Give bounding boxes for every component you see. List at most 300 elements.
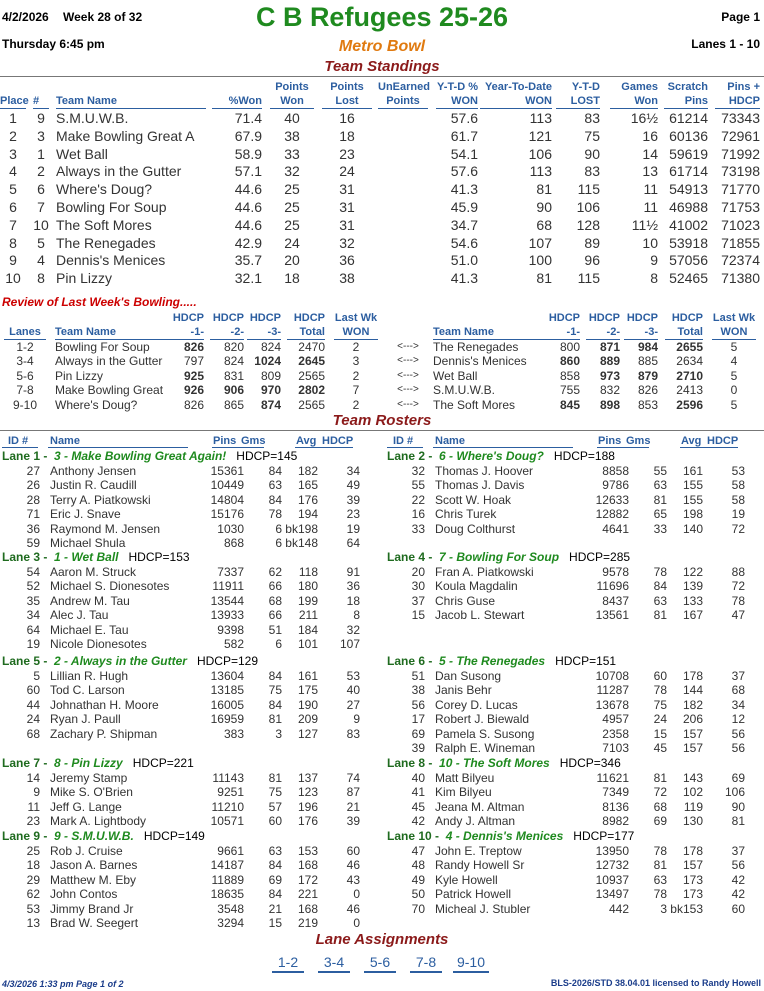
roster-cell: 15 xyxy=(268,916,282,930)
header-underline xyxy=(212,447,264,448)
roster-cell: 4957 xyxy=(602,712,629,727)
review-cell: 1024 xyxy=(254,354,281,369)
standings-cell: 24 xyxy=(339,163,355,180)
roster-cell: 19 xyxy=(731,507,745,522)
roster-cell: 107 xyxy=(339,637,360,651)
roster-cell: 49 xyxy=(411,872,425,887)
roster-cell: 13 xyxy=(26,916,40,930)
roster-cell: 42 xyxy=(411,814,425,829)
review-cell: 2655 xyxy=(676,340,703,354)
lane-assignment-link[interactable]: 9-10 xyxy=(453,953,489,973)
standings-cell: 6 xyxy=(37,181,45,198)
team-handicap: HDCP=188 xyxy=(553,449,615,463)
roster-cell: 71 xyxy=(26,507,40,522)
review-cell: 926 xyxy=(183,383,204,398)
review-cell: 871 xyxy=(599,340,620,354)
roster-cell: Thomas J. Davis xyxy=(435,478,525,493)
roster-cell: 13604 xyxy=(210,669,244,683)
roster-cell: 25 xyxy=(26,844,40,858)
roster-cell: 37 xyxy=(731,669,745,683)
roster-cell: Chris Turek xyxy=(435,507,497,522)
roster-cell: Mike S. O'Brien xyxy=(50,785,133,800)
roster-cell: 20 xyxy=(411,565,425,579)
standings-cell: 45.9 xyxy=(450,199,478,215)
roster-cell: 15 xyxy=(411,608,425,623)
lane-assignment-link[interactable]: 7-8 xyxy=(410,953,442,973)
roster-cell: 32 xyxy=(411,464,425,478)
team-label: 4 - Dennis's Menices xyxy=(445,829,564,843)
standings-cell: 4 xyxy=(9,163,17,180)
versus-arrow: <---> xyxy=(397,355,419,367)
review-header-10: HDCP -3- xyxy=(624,311,658,340)
review-cell: 5 xyxy=(730,397,738,412)
standings-cell: 61714 xyxy=(669,163,708,180)
roster-cell: 34 xyxy=(26,608,40,623)
roster-cell: 161 xyxy=(682,464,703,478)
license-line: BLS-2026/STD 38.04.01 licensed to Randy Howell xyxy=(550,978,761,988)
roster-cell: 12882 xyxy=(595,507,629,522)
roster-cell: 88 xyxy=(731,565,745,579)
standings-cell: 32.1 xyxy=(234,270,262,287)
roster-cell: 9786 xyxy=(602,478,629,493)
roster-cell: Chris Guse xyxy=(435,593,496,608)
roster-cell: 84 xyxy=(268,887,282,902)
roster-cell: 60 xyxy=(653,669,667,683)
review-cell: 853 xyxy=(637,397,658,412)
standings-cell: 14 xyxy=(642,145,658,162)
roster-cell: Koula Magdalin xyxy=(435,579,518,594)
roster-cell: Doug Colthurst xyxy=(435,521,516,536)
roster-cell: 35 xyxy=(26,593,40,608)
lane-assignment-link[interactable]: 3-4 xyxy=(318,953,350,973)
standings-cell: 61214 xyxy=(669,110,708,126)
roster-cell: Jacob L. Stewart xyxy=(435,608,525,623)
roster-cell: 42 xyxy=(731,887,745,902)
header-underline xyxy=(433,447,573,448)
lane-assignment-link[interactable]: 1-2 xyxy=(272,953,304,973)
standings-cell: 41.3 xyxy=(450,181,478,198)
roster-cell: 91 xyxy=(346,565,360,579)
standings-cell: 71855 xyxy=(721,234,760,251)
roster-cell: 119 xyxy=(683,799,703,814)
roster-cell: 8982 xyxy=(602,814,629,829)
standings-cell: 11 xyxy=(643,199,658,215)
roster-cell: 14804 xyxy=(210,492,244,507)
lane-header xyxy=(2,449,297,463)
roster-cell: 55 xyxy=(653,464,667,478)
standings-cell: S.M.U.W.B. xyxy=(56,110,129,126)
review-cell: S.M.U.W.B. xyxy=(433,383,496,398)
standings-cell: 10 xyxy=(5,270,21,287)
roster-cell: bk153 xyxy=(670,901,703,916)
divider xyxy=(0,76,764,77)
standings-cell: 18 xyxy=(339,127,355,144)
standings-cell: 57.6 xyxy=(450,110,478,126)
roster-cell: 81 xyxy=(653,492,667,507)
review-cell: 809 xyxy=(260,368,281,383)
roster-cell: 69 xyxy=(411,726,425,741)
roster-cell: 84 xyxy=(653,579,667,594)
team-handicap: HDCP=221 xyxy=(132,756,194,770)
standings-cell: 46988 xyxy=(669,199,708,215)
roster-cell: 2358 xyxy=(602,726,629,741)
roster-cell: 81 xyxy=(268,712,282,727)
roster-cell: 0 xyxy=(353,887,360,902)
roster-cell: 133 xyxy=(682,593,703,608)
roster-cell: 87 xyxy=(346,785,360,800)
roster-cell: Matt Bilyeu xyxy=(435,771,495,785)
roster-cell: 178 xyxy=(682,844,703,858)
roster-cell: 51 xyxy=(268,622,282,637)
standings-cell: Dennis's Menices xyxy=(56,252,166,269)
review-cell: 889 xyxy=(599,354,620,369)
roster-cell: 106 xyxy=(724,785,745,800)
roster-cell: 75 xyxy=(268,785,282,800)
roster-cell: 173 xyxy=(682,872,703,887)
roster-header-3: Gms xyxy=(241,435,266,447)
roster-cell: 60 xyxy=(346,844,360,858)
standings-cell: 25 xyxy=(284,199,300,215)
roster-cell: 66 xyxy=(268,579,282,594)
roster-cell: Michael S. Dionesotes xyxy=(50,579,170,594)
roster-cell: 58 xyxy=(731,478,745,493)
roster-cell: 10937 xyxy=(595,872,629,887)
roster-cell: bk148 xyxy=(285,536,318,550)
standings-cell: 106 xyxy=(528,145,552,162)
roster-cell: 11 xyxy=(27,799,40,814)
roster-cell: 11911 xyxy=(212,579,244,594)
roster-cell: 178 xyxy=(682,669,703,683)
roster-cell: 11696 xyxy=(596,579,629,594)
review-cell: The Renegades xyxy=(433,340,519,354)
standings-cell: 57.6 xyxy=(450,163,478,180)
lane-header xyxy=(2,550,190,564)
standings-header-4: Points Won xyxy=(270,80,314,109)
roster-cell: 32 xyxy=(346,622,360,637)
roster-cell: Andrew M. Tau xyxy=(50,593,130,608)
roster-cell: Jeana M. Altman xyxy=(435,799,525,814)
lane-label: Lane 10 - xyxy=(387,829,440,843)
roster-cell: 42 xyxy=(731,872,745,887)
versus-arrow: <---> xyxy=(397,398,419,410)
review-cell: 0 xyxy=(730,383,738,398)
review-cell: Where's Doug? xyxy=(55,397,138,412)
roster-cell: 63 xyxy=(653,478,667,493)
header-underline xyxy=(387,447,423,448)
review-cell: Dennis's Menices xyxy=(433,354,527,369)
standings-cell: 113 xyxy=(529,110,552,126)
standings-cell: 2 xyxy=(9,127,17,144)
roster-cell: 16959 xyxy=(210,712,244,727)
roster-cell: 12732 xyxy=(595,858,629,873)
roster-cell: 15 xyxy=(653,726,667,741)
standings-cell: 113 xyxy=(529,163,552,180)
roster-cell: Scott W. Hoak xyxy=(435,492,512,507)
roster-cell: 54 xyxy=(26,565,40,579)
standings-cell: 83 xyxy=(584,110,600,126)
standings-header-12: Pins + HDCP xyxy=(715,80,760,109)
roster-cell: 194 xyxy=(297,507,318,522)
standings-cell: Always in the Gutter xyxy=(56,163,182,180)
roster-cell: Eric J. Snave xyxy=(50,507,121,522)
standings-cell: 100 xyxy=(528,252,552,269)
standings-cell: 35.7 xyxy=(234,252,262,269)
roster-cell: Raymond M. Jensen xyxy=(50,521,161,536)
standings-cell: 121 xyxy=(528,127,552,144)
team-label: 2 - Always in the Gutter xyxy=(54,654,187,668)
standings-cell: 72961 xyxy=(721,127,760,144)
roster-cell: 182 xyxy=(682,697,703,712)
roster-cell: 56 xyxy=(731,858,745,873)
standings-cell: Pin Lizzy xyxy=(56,270,113,287)
review-cell: 5-6 xyxy=(16,368,34,383)
roster-cell: 155 xyxy=(682,478,703,493)
roster-cell: 62 xyxy=(26,887,40,902)
team-label: 3 - Make Bowling Great Again! xyxy=(54,449,227,463)
lane-header xyxy=(2,654,258,668)
standings-cell: 90 xyxy=(536,199,552,215)
roster-cell: 199 xyxy=(297,593,318,608)
roster-cell: 7103 xyxy=(602,741,629,755)
roster-cell: 15176 xyxy=(210,507,244,522)
review-cell: 2565 xyxy=(298,397,325,412)
roster-cell: 78 xyxy=(268,507,282,522)
roster-cell: 176 xyxy=(297,814,318,829)
roster-cell: 72 xyxy=(731,579,745,594)
header-underline xyxy=(680,447,738,448)
standings-cell: 4 xyxy=(37,252,45,269)
roster-cell: Corey D. Lucas xyxy=(435,697,518,712)
review-title: Review of Last Week's Bowling..... xyxy=(2,295,197,309)
review-cell: Make Bowling Great xyxy=(55,383,164,398)
standings-cell: 58.9 xyxy=(234,145,262,162)
standings-cell: 11½ xyxy=(631,216,658,233)
standings-header-5: Points Lost xyxy=(322,80,372,109)
roster-cell: 0 xyxy=(353,916,360,930)
standings-cell: 18 xyxy=(284,270,300,287)
roster-cell: 6 xyxy=(275,521,282,536)
review-cell: 3-4 xyxy=(16,354,34,369)
team-label: 7 - Bowling For Soup xyxy=(439,550,560,564)
review-cell: 906 xyxy=(223,383,244,398)
roster-cell: 19 xyxy=(346,521,360,536)
roster-cell: 68 xyxy=(653,799,667,814)
review-cell: 832 xyxy=(599,383,620,398)
roster-cell: 40 xyxy=(411,771,425,785)
standings-cell: 11 xyxy=(643,181,658,198)
roster-cell: 11210 xyxy=(211,799,244,814)
standings-cell: 7 xyxy=(37,199,45,215)
roster-cell: 16 xyxy=(411,507,425,522)
review-cell: 797 xyxy=(183,354,204,369)
review-cell: Always in the Gutter xyxy=(55,354,163,369)
team-label: 6 - Where's Doug? xyxy=(439,449,544,463)
standings-cell: 31 xyxy=(339,199,355,215)
roster-cell: Matthew M. Eby xyxy=(50,872,137,887)
roster-cell: 34 xyxy=(346,464,360,478)
standings-cell: 25 xyxy=(284,181,300,198)
roster-cell: 56 xyxy=(411,697,425,712)
standings-cell: 90 xyxy=(584,145,600,162)
roster-cell: 118 xyxy=(298,565,318,579)
roster-cell: Lillian R. Hugh xyxy=(50,669,129,683)
roster-cell: 383 xyxy=(223,726,244,741)
roster-cell: 44 xyxy=(26,697,40,712)
roster-header-2: Pins xyxy=(213,435,237,447)
roster-cell: 60 xyxy=(731,901,745,916)
review-cell: 824 xyxy=(260,340,281,354)
lane-label: Lane 7 - xyxy=(2,756,48,770)
report-date: 4/2/2026 xyxy=(2,10,49,24)
roster-header-1: Name xyxy=(435,435,465,447)
roster-cell: Anthony Jensen xyxy=(50,464,137,478)
roster-cell: 60 xyxy=(26,683,40,698)
roster-cell: 139 xyxy=(682,579,703,594)
standings-cell: 25 xyxy=(284,216,300,233)
print-stamp: 4/3/2026 1:33 pm Page 1 of 2 xyxy=(2,979,124,989)
roster-cell: Rob J. Cruise xyxy=(50,844,123,858)
lane-label: Lane 8 - xyxy=(387,756,433,770)
roster-cell: 83 xyxy=(346,726,360,741)
roster-cell: 75 xyxy=(268,683,282,698)
standings-header-0: Place xyxy=(0,95,29,107)
standings-cell: 41.3 xyxy=(450,270,478,287)
lane-header xyxy=(387,829,634,843)
roster-cell: 582 xyxy=(223,637,244,651)
standings-cell: 71.4 xyxy=(234,110,262,126)
standings-cell: 44.6 xyxy=(234,199,262,215)
review-header-3: HDCP -2- xyxy=(210,311,244,340)
roster-cell: 45 xyxy=(411,799,425,814)
review-cell: The Soft Mores xyxy=(433,397,516,412)
roster-cell: 47 xyxy=(411,844,425,858)
roster-cell: 18 xyxy=(26,858,40,873)
roster-cell: Kim Bilyeu xyxy=(435,785,492,800)
standings-cell: 51.0 xyxy=(450,252,478,269)
roster-cell: 10571 xyxy=(210,814,244,829)
roster-cell: 6 xyxy=(275,536,282,550)
roster-cell: 49 xyxy=(346,478,360,493)
roster-cell: 53 xyxy=(731,464,745,478)
roster-cell: 57 xyxy=(268,799,282,814)
standings-cell: 89 xyxy=(584,234,600,251)
roster-header-2: Pins xyxy=(598,435,622,447)
review-cell: 826 xyxy=(183,340,204,354)
roster-cell: Andy J. Altman xyxy=(435,814,516,829)
roster-cell: Mark A. Lightbody xyxy=(50,814,147,829)
roster-cell: Justin R. Caudill xyxy=(50,478,137,493)
team-label: 5 - The Renegades xyxy=(439,654,546,668)
roster-cell: Ralph E. Wineman xyxy=(435,741,536,755)
standings-cell: 107 xyxy=(528,234,552,251)
roster-cell: 41 xyxy=(411,785,425,800)
review-header-5: HDCP Total xyxy=(287,311,325,340)
roster-header-4: Avg xyxy=(681,435,702,447)
review-cell: 898 xyxy=(599,397,620,412)
roster-cell: 9251 xyxy=(217,785,244,800)
roster-cell: 64 xyxy=(26,622,40,637)
standings-title: Team Standings xyxy=(324,58,440,75)
roster-cell: 84 xyxy=(268,669,282,683)
review-cell: 2710 xyxy=(676,368,703,383)
roster-cell: 11889 xyxy=(211,872,244,887)
review-cell: 2 xyxy=(352,397,360,412)
roster-cell: 137 xyxy=(297,771,318,785)
versus-arrow: <---> xyxy=(397,341,419,352)
roster-cell: 22 xyxy=(411,492,425,507)
roster-cell: 33 xyxy=(411,521,425,536)
roster-cell: 66 xyxy=(268,608,282,623)
roster-cell: 72 xyxy=(653,785,667,800)
team-handicap: HDCP=149 xyxy=(143,829,205,843)
roster-cell: Fran A. Piatkowski xyxy=(435,565,534,579)
roster-cell: 52 xyxy=(26,579,40,594)
roster-cell: 14187 xyxy=(210,858,244,873)
lane-assignment-link[interactable]: 5-6 xyxy=(364,953,396,973)
standings-cell: The Soft Mores xyxy=(56,216,152,233)
roster-cell: 161 xyxy=(297,669,318,683)
standings-cell: 42.9 xyxy=(234,234,262,251)
roster-cell: Dan Susong xyxy=(435,669,502,683)
roster-cell: 7349 xyxy=(602,785,629,800)
review-cell: 5 xyxy=(730,368,738,383)
standings-cell: 81 xyxy=(536,181,552,198)
standings-cell: 106 xyxy=(576,199,600,215)
standings-cell: 6 xyxy=(9,199,17,215)
standings-cell: 115 xyxy=(577,270,600,287)
standings-cell: 31 xyxy=(339,216,355,233)
roster-cell: 165 xyxy=(297,478,318,493)
roster-cell: 180 xyxy=(297,579,318,594)
roster-cell: 182 xyxy=(297,464,318,478)
roster-cell: 16005 xyxy=(210,697,244,712)
team-handicap: HDCP=129 xyxy=(196,654,258,668)
standings-header-10: Games Won xyxy=(610,80,658,109)
roster-cell: 39 xyxy=(346,492,360,507)
review-cell: 973 xyxy=(599,368,620,383)
roster-cell: 34 xyxy=(731,697,745,712)
team-handicap: HDCP=153 xyxy=(128,550,190,564)
review-cell: 970 xyxy=(260,383,281,398)
roster-cell: 81 xyxy=(653,771,667,785)
roster-cell: 157 xyxy=(682,741,703,755)
standings-cell: 44.6 xyxy=(234,216,262,233)
team-handicap: HDCP=177 xyxy=(573,829,635,843)
lane-label: Lane 9 - xyxy=(2,829,48,843)
lane-label: Lane 2 - xyxy=(387,449,433,463)
standings-cell: 67.9 xyxy=(234,127,262,144)
review-cell: 2 xyxy=(352,368,360,383)
roster-cell: 12 xyxy=(731,712,745,727)
standings-cell: 10 xyxy=(33,216,49,233)
standings-cell: 115 xyxy=(577,181,600,198)
roster-cell: 78 xyxy=(653,565,667,579)
roster-cell: 102 xyxy=(682,785,703,800)
roster-cell: 101 xyxy=(297,637,318,651)
review-cell: 2645 xyxy=(298,354,325,369)
roster-cell: Johnathan H. Moore xyxy=(50,697,159,712)
roster-cell: 221 xyxy=(297,887,318,902)
standings-cell: 68 xyxy=(536,216,552,233)
roster-cell: 39 xyxy=(411,741,425,755)
standings-cell: 9 xyxy=(650,252,658,269)
roster-cell: Ryan J. Paull xyxy=(50,712,121,727)
roster-cell: 13933 xyxy=(210,608,244,623)
roster-cell: 81 xyxy=(653,608,667,623)
standings-cell: 9 xyxy=(9,252,17,269)
roster-cell: 7337 xyxy=(217,565,244,579)
standings-cell: 52465 xyxy=(669,270,708,287)
